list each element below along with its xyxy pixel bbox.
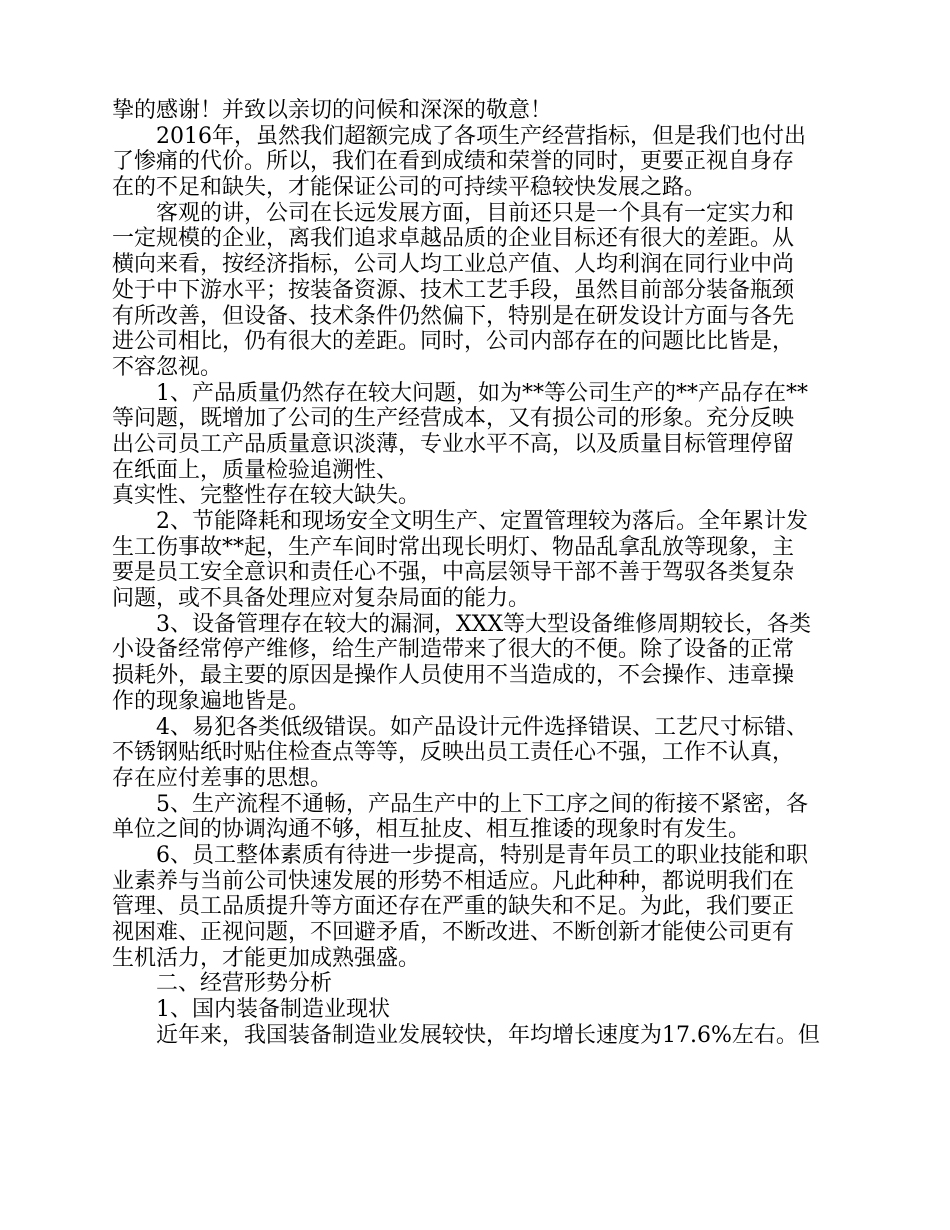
text-line: 等问题，既增加了公司的生产经营成本，又有损公司的形象。充分反映 — [112, 406, 795, 432]
text-line: 业素养与当前公司快速发展的形势不相适应。凡此种种，都说明我们在 — [112, 868, 795, 894]
text-line: 挚的感谢！并致以亲切的问候和深深的敬意！ — [112, 98, 553, 123]
text-line: 作的现象遍地皆是。 — [112, 688, 311, 714]
text-line: 出公司员工产品质量意识淡薄，专业水平不高，以及质量目标管理停留 — [112, 431, 795, 457]
text-line: 要是员工安全意识和责任心不强，中高层领导干部不善于驾驭各类复杂 — [112, 560, 795, 586]
document-body — [112, 98, 836, 1048]
text-line: 横向来看，按经济指标，公司人均工业总产值、人均利润在同行业中尚 — [112, 252, 795, 278]
text-line: 生工伤事故**起，生产车间时常出现长明灯、物品乱拿乱放等现象，主 — [112, 534, 795, 560]
text-line: 管理、员工品质提升等方面还存在严重的缺失和不足。为此，我们要正 — [112, 894, 795, 920]
text-line: 1、产品质量仍然存在较大问题，如为**等公司生产的**产品存在** — [156, 380, 808, 406]
text-line: 6、员工整体素质有待进一步提高，特别是青年员工的职业技能和职 — [156, 842, 808, 868]
text-line: 在纸面上，质量检验追溯性、 — [112, 457, 399, 483]
text-line: 近年来，我国装备制造业发展较快，年均增长速度为17.6%左右。但 — [156, 1022, 820, 1048]
text-line: 进公司相比，仍有很大的差距。同时，公司内部存在的问题比比皆是， — [112, 329, 795, 355]
text-line: 4、易犯各类低级错误。如产品设计元件选择错误、工艺尺寸标错、 — [156, 714, 808, 740]
text-line: 在的不足和缺失，才能保证公司的可持续平稳较快发展之路。 — [112, 175, 707, 201]
text-line: 问题，或不具备处理应对复杂局面的能力。 — [112, 586, 531, 612]
text-line: 一定规模的企业，离我们追求卓越品质的企业目标还有很大的差距。从 — [112, 226, 795, 252]
text-line: 真实性、完整性存在较大缺失。 — [112, 483, 421, 509]
text-line: 存在应付差事的思想。 — [112, 765, 333, 791]
section-heading: 二、经营形势分析 — [156, 971, 333, 997]
text-line: 视困难、正视问题，不回避矛盾，不断改进、不断创新才能使公司更有 — [112, 920, 795, 945]
subsection-heading: 1、国内装备制造业现状 — [156, 997, 390, 1023]
text-line: 生机活力，才能更加成熟强盛。 — [112, 945, 421, 971]
text-line: 不容忽视。 — [112, 354, 223, 380]
text-line: 不锈钢贴纸时贴住检查点等等，反映出员工责任心不强，工作不认真， — [112, 740, 795, 766]
text-line: 有所改善，但设备、技术条件仍然偏下，特别是在研发设计方面与各先 — [112, 303, 795, 329]
text-line: 5、生产流程不通畅，产品生产中的上下工序之间的衔接不紧密，各 — [156, 791, 808, 817]
text-line: 单位之间的协调沟通不够，相互扯皮、相互推诿的现象时有发生。 — [112, 817, 751, 843]
text-line: 2、节能降耗和现场安全文明生产、定置管理较为落后。全年累计发 — [156, 509, 808, 534]
text-line: 处于中下游水平；按装备资源、技术工艺手段，虽然目前部分装备瓶颈 — [112, 277, 795, 303]
text-line: 2016年，虽然我们超额完成了各项生产经营指标，但是我们也付出 — [156, 123, 806, 149]
text-line: 损耗外，最主要的原因是操作人员使用不当造成的，不会操作、违章操 — [112, 663, 795, 689]
text-line: 小设备经常停产维修，给生产制造带来了很大的不便。除了设备的正常 — [112, 637, 795, 663]
text-line: 3、设备管理存在较大的漏洞，XXX等大型设备维修周期较长，各类 — [156, 611, 811, 637]
text-line: 了惨痛的代价。所以，我们在看到成绩和荣誉的同时，更要正视自身存 — [112, 149, 795, 175]
text-line: 客观的讲，公司在长远发展方面，目前还只是一个具有一定实力和 — [156, 200, 795, 226]
